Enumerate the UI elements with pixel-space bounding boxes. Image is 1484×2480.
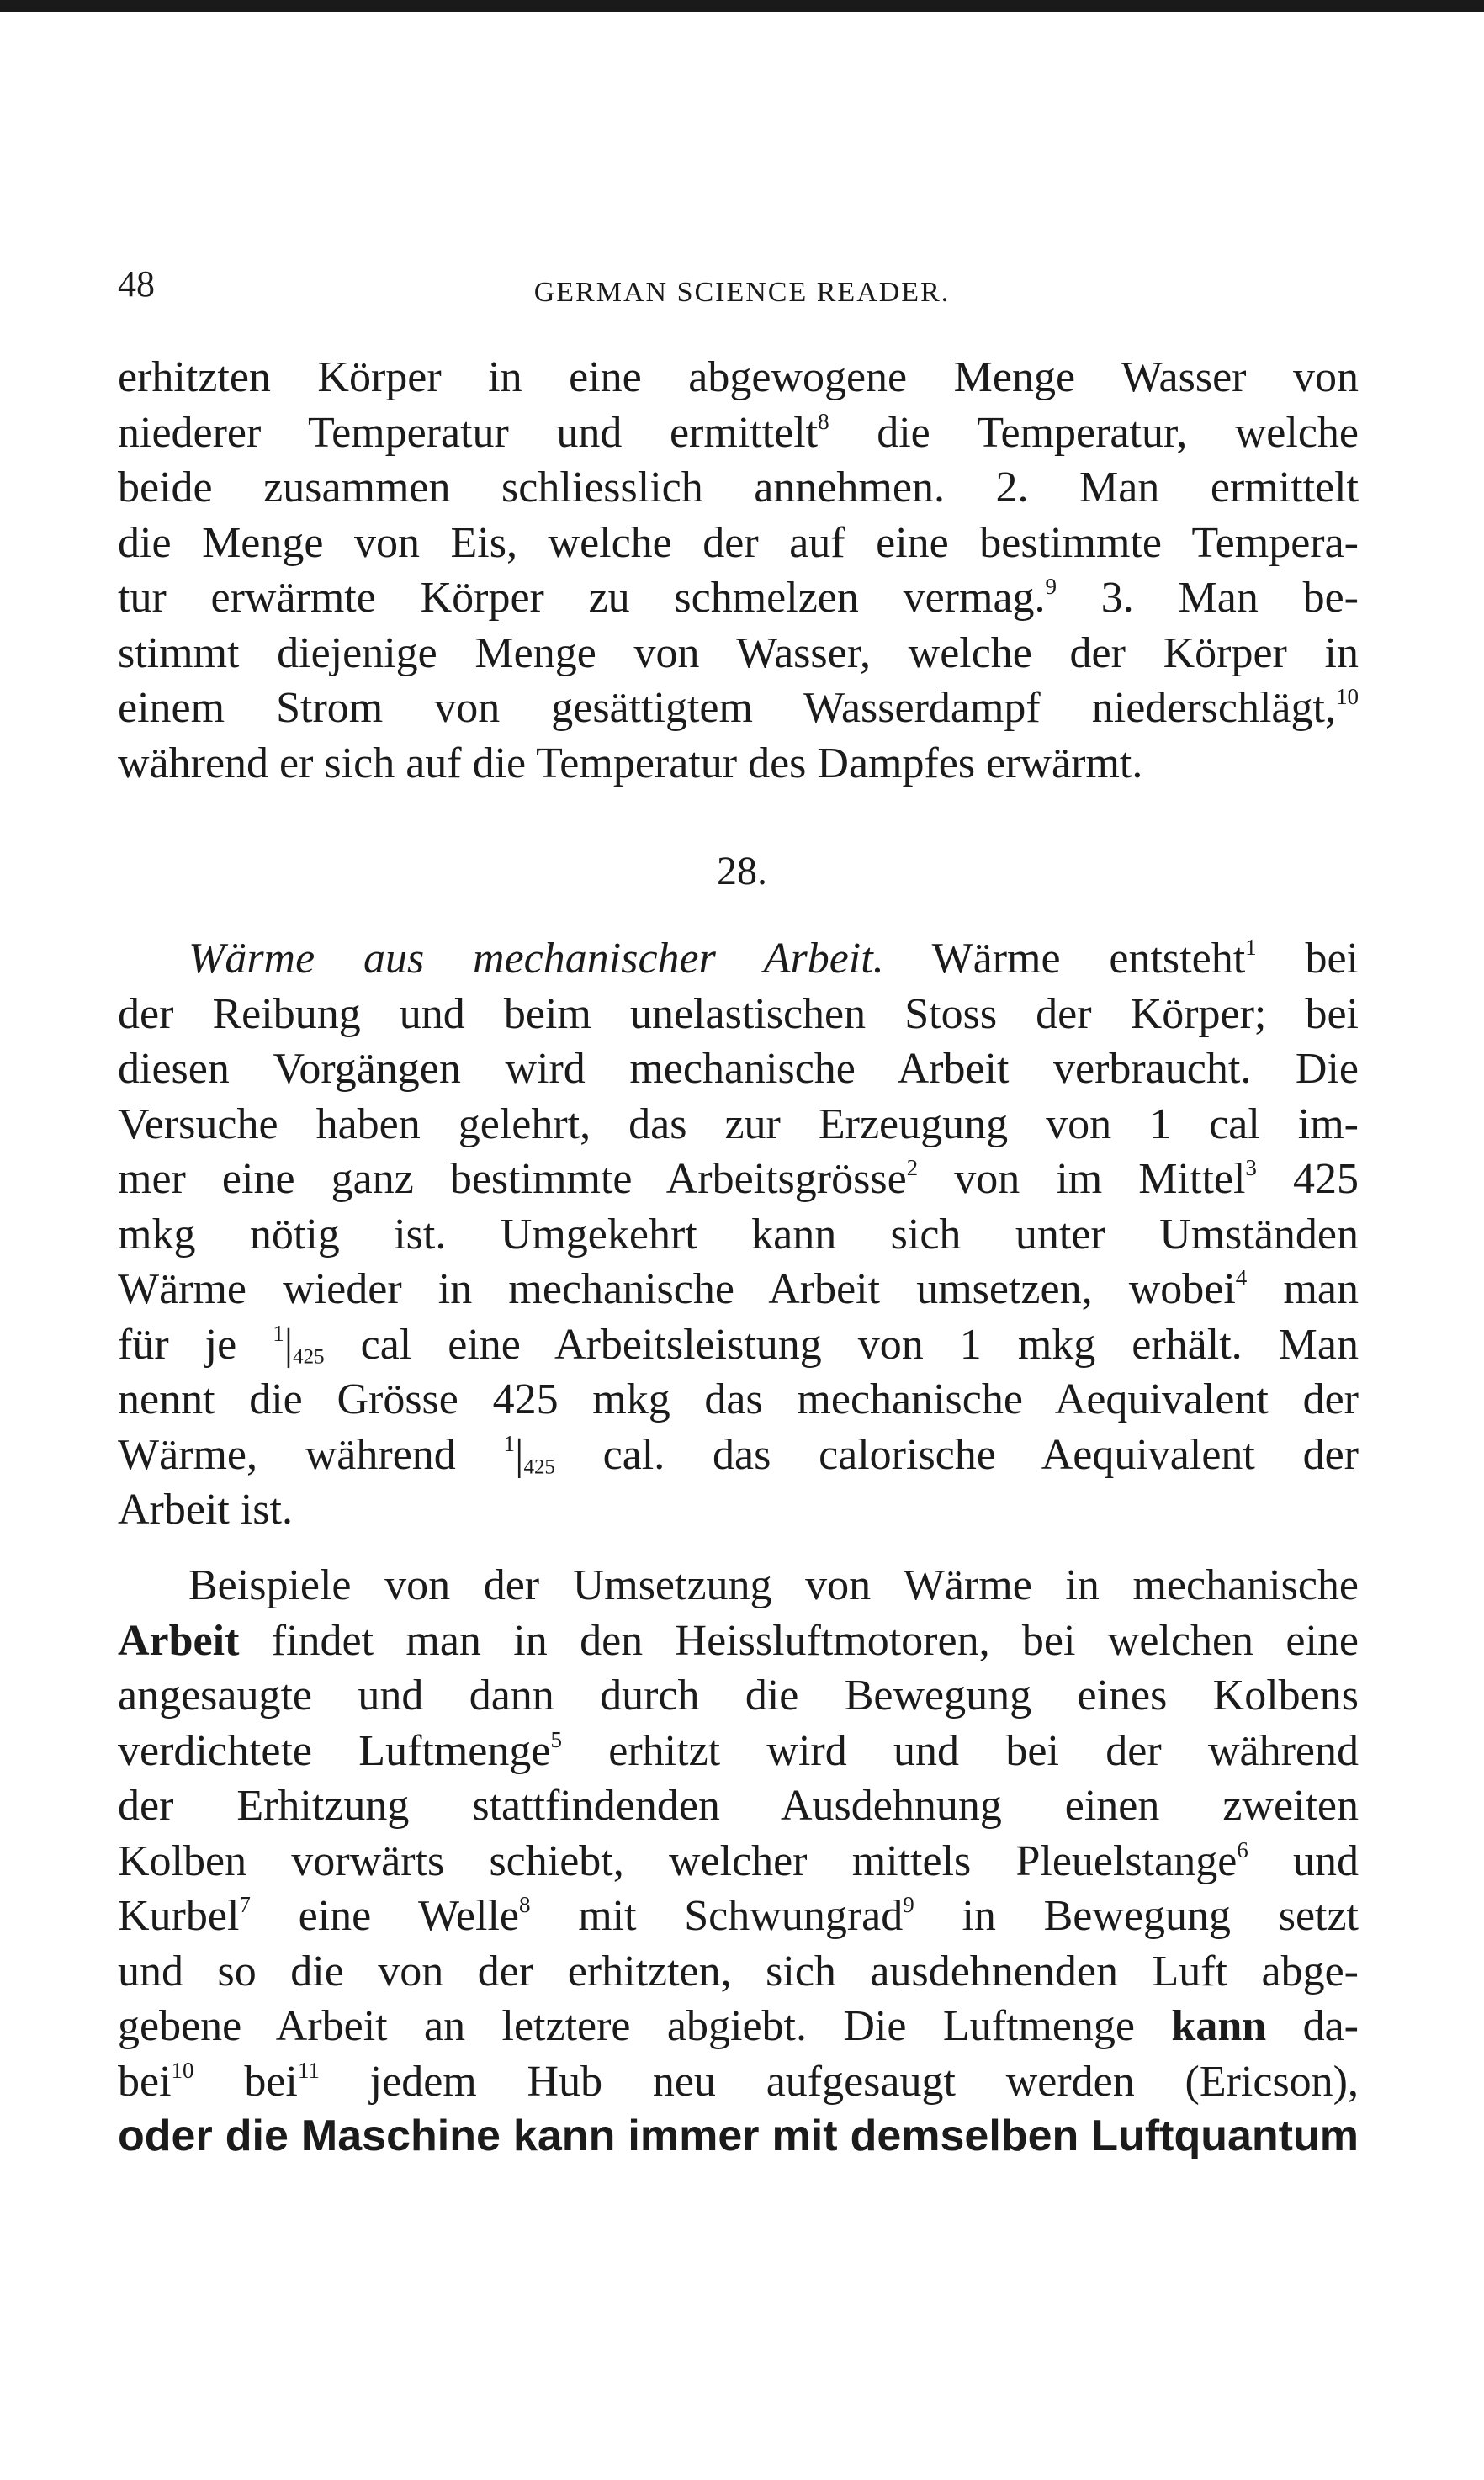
text-line: angesaugte und dann durch die Bewegung eines Kolbens — [118, 1672, 1359, 1720]
text-line: stimmt diejenige Menge von Wasser, welche der Körper in — [118, 628, 1359, 677]
text-line: und so die von der erhitzten, sich ausdehnenden Luft abge- — [118, 1947, 1359, 1995]
text-line: Arbeit findet man in den Heissluftmotoren, bei welchen eine — [118, 1616, 1359, 1665]
footnote-ref: 1 — [1245, 934, 1257, 960]
running-head: GERMAN SCIENCE READER. — [533, 277, 951, 308]
footnote-ref: 10 — [1335, 683, 1359, 709]
text-line: nennt die Grösse 425 mkg das mechanische Aequivalent der — [118, 1375, 1359, 1423]
text-line: Kolben vorwärts schiebt, welcher mittels Pleuelstange$^6$ und — [118, 1836, 1359, 1885]
section-number: 28. — [717, 849, 767, 893]
text-line: Versuche haben gelehrt, das zur Erzeugung von 1 cal im- — [118, 1100, 1359, 1148]
text-line: für je $^1|_{425}$ cal eine Arbeitsleistung von 1 mkg erhält. Man — [118, 1320, 1359, 1369]
text-line: Wärme, während $^1|_{425}$ cal. das calorische Aequivalent der — [118, 1430, 1359, 1479]
text-line: Kurbel$^7$ eine Welle$^8$ mit Schwungrad$^9$ in Bewegung setzt — [118, 1891, 1359, 1940]
footnote-ref: 9 — [903, 1891, 914, 1917]
text-line: diesen Vorgängen wird mechanische Arbeit verbraucht. Die — [118, 1045, 1359, 1093]
fraction-numerator: 1 — [273, 1320, 284, 1346]
footnote-ref: 8 — [818, 408, 829, 434]
continued-paragraph — [118, 350, 1359, 791]
fraction-denominator: 425 — [293, 1344, 325, 1368]
text-line: mkg nötig ist. Umgekehrt kann sich unter Umständen — [118, 1210, 1359, 1259]
footnote-ref: 10 — [171, 2057, 194, 2083]
text-line: bei$^{10}$ bei$^{11}$ jedem Hub neu aufgesaugt werden (Ericson), — [118, 2057, 1359, 2106]
footnote-ref: 2 — [906, 1154, 919, 1180]
footnote-ref: 7 — [239, 1891, 251, 1917]
text-line: der Erhitzung stattfindenden Ausdehnung einen zweiten — [118, 1782, 1359, 1830]
footnote-ref: 8 — [518, 1891, 531, 1917]
text-line: einem Strom von gesättigtem Wasserdampf niederschlägt,$^{10}$ — [118, 683, 1359, 732]
fraction-denominator: 425 — [523, 1455, 555, 1478]
text-line: erhitzten Körper in eine abgewogene Menge Wasser von — [118, 353, 1359, 401]
text-line: tur erwärmte Körper zu schmelzen vermag.$^9$ 3. Man be- — [118, 573, 1359, 622]
text-line: Wärme wieder in mechanische Arbeit umsetzen, wobei$^4$ man — [118, 1264, 1359, 1313]
text-line: die Menge von Eis, welche der auf eine bestimmte Tempera- — [118, 518, 1359, 567]
footnote-ref: 11 — [297, 2057, 320, 2083]
footnote-ref: 5 — [550, 1726, 562, 1752]
footnote-ref: 6 — [1237, 1836, 1248, 1863]
section-title: Wärme aus mechanischer Arbeit. — [188, 935, 884, 983]
text-line: Wärme aus mechanischer Arbeit. Wärme entsteht$^1$ bei — [188, 934, 1359, 983]
section-paragraph-2 — [118, 1558, 1359, 2165]
text-line: Beispiele von der Umsetzung von Wärme in mechanische — [188, 1561, 1359, 1609]
text-line: oder die Maschine kann immer mit demselben Luftquantum — [118, 2112, 1359, 2160]
section-paragraph-1 — [118, 931, 1359, 1538]
page-number: 48 — [118, 263, 155, 305]
fraction-numerator: 1 — [503, 1430, 516, 1456]
text-line: niederer Temperatur und ermittelt$^8$ die Temperatur, welche — [118, 408, 1359, 457]
text-line: während er sich auf die Temperatur des Dampfes erwärmt. — [118, 739, 1143, 787]
text-line: mer eine ganz bestimmte Arbeitsgrösse$^2$ von im Mittel$^3$ 425 — [118, 1154, 1359, 1203]
top-scan-border — [0, 0, 1484, 12]
text-line: beide zusammen schliesslich annehmen. 2. Man ermittelt — [118, 464, 1359, 511]
footnote-ref: 9 — [1045, 573, 1057, 599]
text-line: der Reibung und beim unelastischen Stoss der Körper; bei — [118, 989, 1359, 1038]
text-line: Arbeit ist. — [118, 1486, 293, 1534]
footnote-ref: 3 — [1245, 1154, 1257, 1180]
text-line: gebene Arbeit an letztere abgiebt. Die Luftmenge kann da- — [118, 2002, 1359, 2050]
footnote-ref: 4 — [1235, 1264, 1248, 1290]
text-line: verdichtete Luftmenge$^5$ erhitzt wird und bei der während — [118, 1726, 1359, 1775]
